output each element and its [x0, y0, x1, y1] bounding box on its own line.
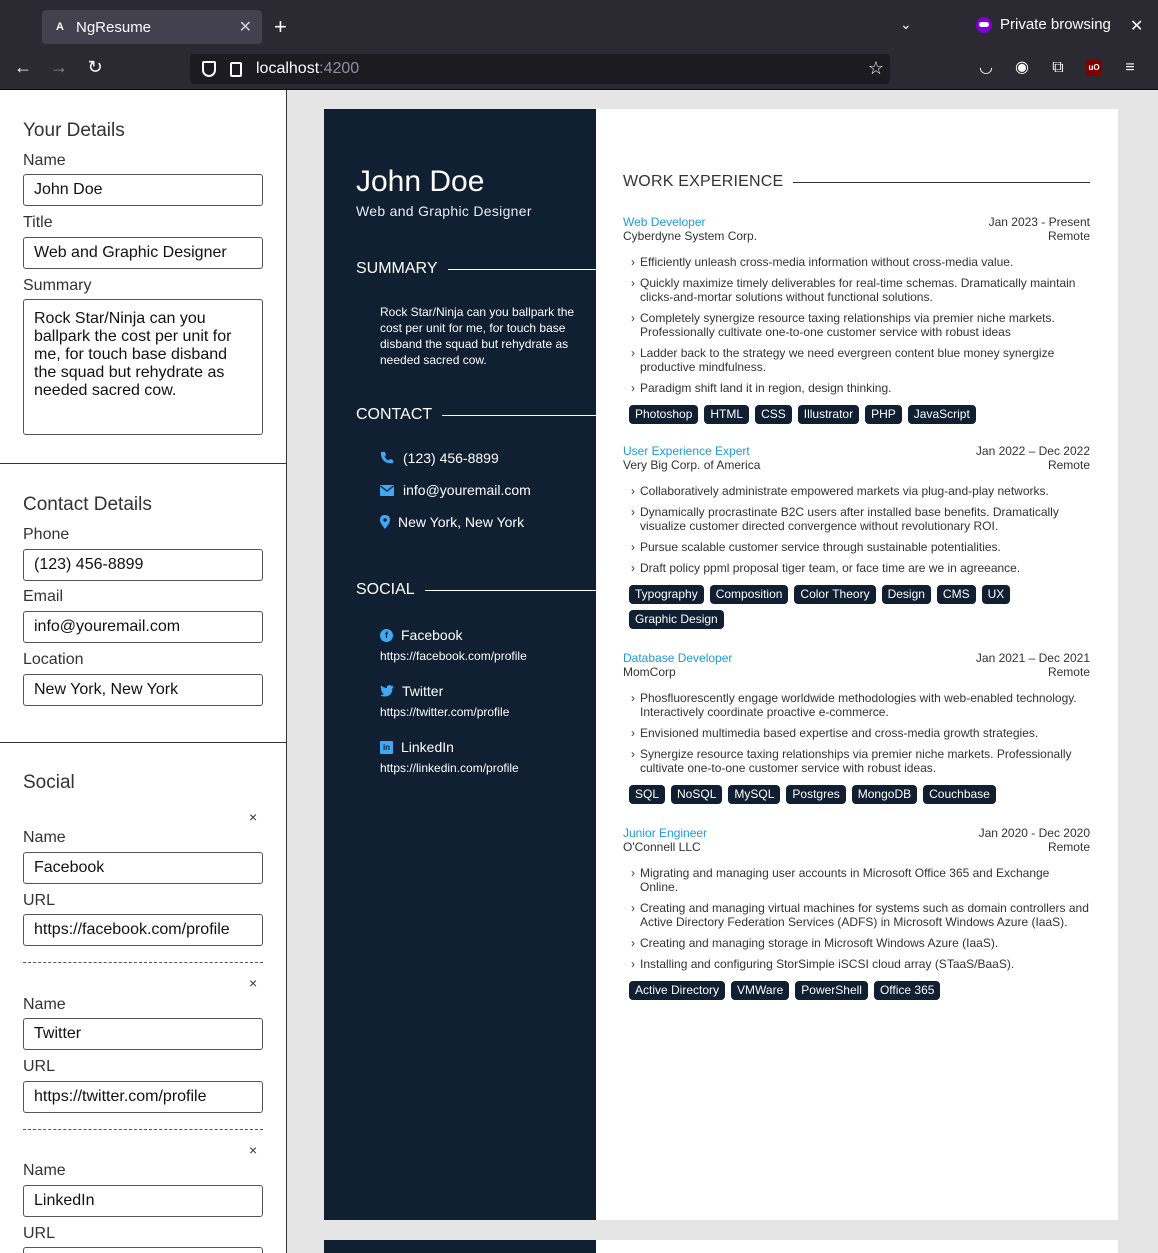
social-linkedin-name: LinkedIn	[401, 739, 454, 755]
social-name-input[interactable]	[23, 1185, 263, 1217]
location-label: Location	[23, 651, 84, 668]
back-arrow-icon[interactable]: ←	[14, 57, 32, 77]
job-bullet: › Migrating and managing user accounts in Microsoft Office 365 and Exchange Online.	[631, 866, 1050, 894]
social-twitter-url[interactable]: https://twitter.com/profile	[380, 705, 510, 719]
browser-tab-bar	[0, 0, 1158, 48]
social-name-label: Name	[23, 996, 66, 1013]
contact-location	[380, 514, 524, 530]
job-company: O'Connell LLC	[623, 840, 701, 854]
job-date: Jan 2020 - Dec 2020	[978, 826, 1090, 840]
section-divider	[0, 463, 287, 464]
skill-tag: MySQL	[728, 785, 780, 804]
phone-icon	[380, 451, 394, 465]
social-heading	[356, 581, 596, 599]
name-input[interactable]	[23, 174, 263, 206]
contact-phone	[380, 450, 499, 466]
chevron-right-icon: ›	[631, 346, 635, 360]
job-company: MomCorp	[623, 665, 676, 679]
chevron-right-icon: ›	[631, 276, 635, 290]
social-url-label: URL	[23, 1058, 56, 1075]
job-tags	[623, 981, 1090, 1000]
job-company: Cyberdyne System Corp.	[623, 229, 758, 243]
editor-panel	[0, 90, 287, 1253]
url-bar[interactable]	[190, 54, 890, 84]
private-browsing-mask-icon	[976, 17, 992, 33]
skill-tag: SQL	[629, 785, 665, 804]
job-bullet: › Collaboratively administrate empowered markets via plug-and-play networks.	[631, 484, 1049, 498]
skill-tag: Office 365	[874, 981, 940, 1000]
job-tags	[623, 405, 1090, 424]
summary-heading-text: SUMMARY	[356, 260, 438, 277]
chevron-right-icon: ›	[631, 484, 635, 498]
work-experience-heading	[623, 173, 1090, 191]
page-info-icon[interactable]	[230, 62, 242, 77]
work-experience-heading-text: WORK EXPERIENCE	[623, 173, 784, 190]
social-twitter-name: Twitter	[402, 683, 444, 699]
resume-title: Web and Graphic Designer	[356, 203, 532, 219]
social-name-input[interactable]	[23, 1018, 263, 1050]
chevron-right-icon: ›	[631, 866, 635, 880]
skill-tag: VMWare	[731, 981, 789, 1000]
account-icon[interactable]: ◉	[1015, 59, 1029, 76]
resume-page	[324, 109, 1118, 1220]
chevron-right-icon: ›	[631, 561, 635, 575]
extensions-puzzle-icon[interactable]: ⧉	[1052, 59, 1064, 76]
social-facebook	[380, 627, 462, 643]
private-browsing-indicator	[976, 16, 1111, 33]
angular-favicon-icon: A	[56, 21, 64, 33]
bookmark-star-icon[interactable]: ☆	[867, 58, 884, 78]
email-label: Email	[23, 588, 64, 605]
contact-details-title: Contact Details	[23, 494, 152, 515]
social-url-label: URL	[23, 892, 56, 909]
skill-tag: MongoDB	[852, 785, 917, 804]
resume-next-page	[324, 1240, 1118, 1253]
social-twitter	[380, 683, 443, 699]
remove-social-facebook-button[interactable]: ×	[249, 809, 258, 825]
name-label: Name	[23, 152, 66, 169]
contact-heading	[356, 406, 596, 424]
map-pin-icon	[380, 515, 390, 529]
resume-sidebar	[324, 109, 596, 1220]
job-role: Database Developer	[623, 651, 733, 665]
job-bullet: › Creating and managing virtual machines for systems such as domain controllers and Active Directory Federation Services (ADFS) in Microsoft Windows Azure (IaaS).	[631, 901, 1089, 929]
private-browsing-label: Private browsing	[1000, 16, 1111, 33]
chevron-right-icon: ›	[631, 540, 635, 554]
job-location: Remote	[1047, 665, 1090, 679]
skill-tag: CSS	[755, 405, 792, 424]
social-facebook-name: Facebook	[401, 627, 463, 643]
job-date: Jan 2021 – Dec 2021	[975, 651, 1090, 665]
job-entry	[623, 826, 1090, 1000]
contact-email	[380, 482, 531, 498]
url-port: :4200	[319, 60, 360, 77]
chevron-right-icon: ›	[631, 936, 635, 950]
job-bullet: › Dynamically procrastinate B2C users after installed base benefits. Dramatically visualize customer directed convergence without revolutionary ROI.	[631, 505, 1059, 533]
your-details-title: Your Details	[23, 120, 125, 141]
title-label: Title	[23, 214, 53, 231]
job-role: Junior Engineer	[623, 826, 708, 840]
job-entry	[623, 651, 1090, 804]
window-close-icon[interactable]: ✕	[1130, 18, 1144, 35]
contact-location-text: New York, New York	[398, 514, 525, 530]
remove-social-linkedin-button[interactable]: ×	[249, 1142, 258, 1158]
job-bullet: › Synergize resource taxing relationships via premier niche markets. Professionally cultivate one-to-one customer service with robust ideas.	[631, 747, 1072, 775]
skill-tag: Couchbase	[923, 785, 996, 804]
job-tags	[623, 785, 1090, 804]
tab-close-icon[interactable]: ✕	[238, 19, 252, 36]
remove-social-twitter-button[interactable]: ×	[249, 975, 258, 991]
chevron-right-icon: ›	[631, 255, 635, 269]
skill-tag: Graphic Design	[629, 610, 724, 629]
phone-label: Phone	[23, 526, 70, 543]
social-url-label: URL	[23, 1225, 56, 1242]
job-bullet: › Ladder back to the strategy we need evergreen content blue money synergize productive mindfulness.	[631, 346, 1055, 374]
social-name-label: Name	[23, 1162, 66, 1179]
list-all-tabs-chevron-down-icon[interactable]: ⌄	[900, 16, 912, 32]
job-location: Remote	[1047, 458, 1090, 472]
skill-tag: Composition	[710, 585, 789, 604]
social-url-input[interactable]	[23, 914, 263, 946]
skill-tag: Color Theory	[794, 585, 875, 604]
resume-name: John Doe	[356, 165, 485, 198]
social-linkedin-url[interactable]: https://linkedin.com/profile	[380, 761, 519, 775]
social-linkedin	[380, 739, 454, 755]
skill-tag: Design	[882, 585, 931, 604]
new-tab-button[interactable]: +	[274, 14, 287, 39]
job-bullet: › Installing and configuring StorSimple iSCSI cloud array (STaaS/BaaS).	[631, 957, 1015, 971]
location-input[interactable]	[23, 674, 263, 706]
forward-arrow-icon[interactable]: →	[50, 57, 68, 77]
chevron-right-icon: ›	[631, 311, 635, 325]
pocket-icon[interactable]: ◡	[979, 59, 993, 76]
job-date: Jan 2022 – Dec 2022	[975, 444, 1090, 458]
facebook-icon: f	[380, 629, 393, 642]
chevron-right-icon: ›	[631, 957, 635, 971]
twitter-icon	[380, 684, 394, 698]
social-item-divider	[23, 1129, 263, 1130]
summary-label: Summary	[23, 277, 92, 294]
skill-tag: Active Directory	[629, 981, 725, 1000]
job-entry	[623, 444, 1090, 629]
social-heading-text: SOCIAL	[356, 581, 415, 598]
job-bullet: › Draft policy ppml proposal tiger team, or face time are we in agreeance.	[631, 561, 1021, 575]
job-bullet: › Paradigm shift land it in region, design thinking.	[631, 381, 892, 395]
chevron-right-icon: ›	[631, 381, 635, 395]
job-date: Jan 2023 - Present	[988, 215, 1090, 229]
envelope-icon	[380, 483, 394, 497]
skill-tag: NoSQL	[671, 785, 722, 804]
skill-tag: PHP	[865, 405, 902, 424]
reload-icon[interactable]: ↻	[87, 57, 103, 77]
job-role: User Experience Expert	[623, 444, 750, 458]
job-bullet: › Pursue scalable customer service through sustainable potentialities.	[631, 540, 1001, 554]
summary-heading	[356, 260, 596, 278]
social-name-label: Name	[23, 829, 66, 846]
skill-tag: JavaScript	[908, 405, 976, 424]
social-title: Social	[23, 772, 75, 793]
skill-tag: Illustrator	[798, 405, 859, 424]
summary-textarea[interactable]	[23, 299, 263, 435]
job-tags	[623, 585, 1090, 629]
skill-tag: CMS	[937, 585, 976, 604]
social-name-input[interactable]	[23, 852, 263, 884]
skill-tag: Postgres	[786, 785, 845, 804]
skill-tag: Typography	[629, 585, 704, 604]
job-bullet: › Completely synergize resource taxing relationships via premier niche markets. Professionally cultivate one-to-one customer service with robust ideas	[631, 311, 1055, 339]
contact-phone-text: (123) 456-8899	[403, 450, 499, 466]
social-url-input[interactable]	[23, 1081, 263, 1113]
skill-tag: Photoshop	[629, 405, 698, 424]
job-bullet: › Phosfluorescently engage worldwide methodologies with web-enabled technology. Interactively coordinate proactive e-commerce.	[631, 691, 1077, 719]
section-divider	[0, 742, 287, 743]
job-bullet: › Envisioned multimedia based expertise and cross-media growth strategies.	[631, 726, 1039, 740]
contact-heading-text: CONTACT	[356, 406, 433, 423]
skill-tag: PowerShell	[795, 981, 868, 1000]
ublock-origin-icon[interactable]: uO	[1086, 60, 1102, 76]
resume-next-page-sidebar	[324, 1240, 596, 1253]
tab-title: NgResume	[76, 18, 152, 36]
job-company: Very Big Corp. of America	[623, 458, 761, 472]
hamburger-menu-icon[interactable]: ≡	[1125, 59, 1135, 76]
job-entry	[623, 215, 1090, 424]
email-input[interactable]	[23, 611, 263, 643]
skill-tag: HTML	[704, 405, 749, 424]
job-bullet: › Quickly maximize timely deliverables for real-time schemas. Dramatically maintain clicks-and-mortar solutions without functional solutions.	[631, 276, 1076, 304]
contact-email-text: info@youremail.com	[403, 482, 531, 498]
chevron-right-icon: ›	[631, 747, 635, 761]
chevron-right-icon: ›	[631, 726, 635, 740]
job-bullet: › Creating and managing storage in Microsoft Windows Azure (IaaS).	[631, 936, 999, 950]
page-content	[0, 90, 1158, 1253]
linkedin-icon: in	[380, 741, 393, 754]
browser-nav-bar	[0, 48, 1158, 90]
job-bullet: › Efficiently unleash cross-media information without cross-media value.	[631, 255, 1014, 269]
phone-input[interactable]	[23, 549, 263, 581]
url-host: localhost	[256, 60, 320, 77]
title-input[interactable]	[23, 237, 263, 269]
job-role: Web Developer	[623, 215, 706, 229]
tracking-protection-shield-icon[interactable]	[202, 61, 216, 77]
social-facebook-url[interactable]: https://facebook.com/profile	[380, 649, 527, 663]
job-location: Remote	[1047, 229, 1090, 243]
social-item-divider	[23, 962, 263, 963]
chevron-right-icon: ›	[631, 505, 635, 519]
browser-tab[interactable]	[42, 10, 262, 44]
job-location: Remote	[1047, 840, 1090, 854]
skill-tag: UX	[982, 585, 1011, 604]
chevron-right-icon: ›	[631, 901, 635, 915]
social-url-input[interactable]	[23, 1247, 263, 1253]
resume-summary: Rock Star/Ninja can you ballpark the cost per unit for me, for touch base disband the squad but rehydrate as needed sacred cow.	[380, 305, 575, 367]
chevron-right-icon: ›	[631, 691, 635, 705]
